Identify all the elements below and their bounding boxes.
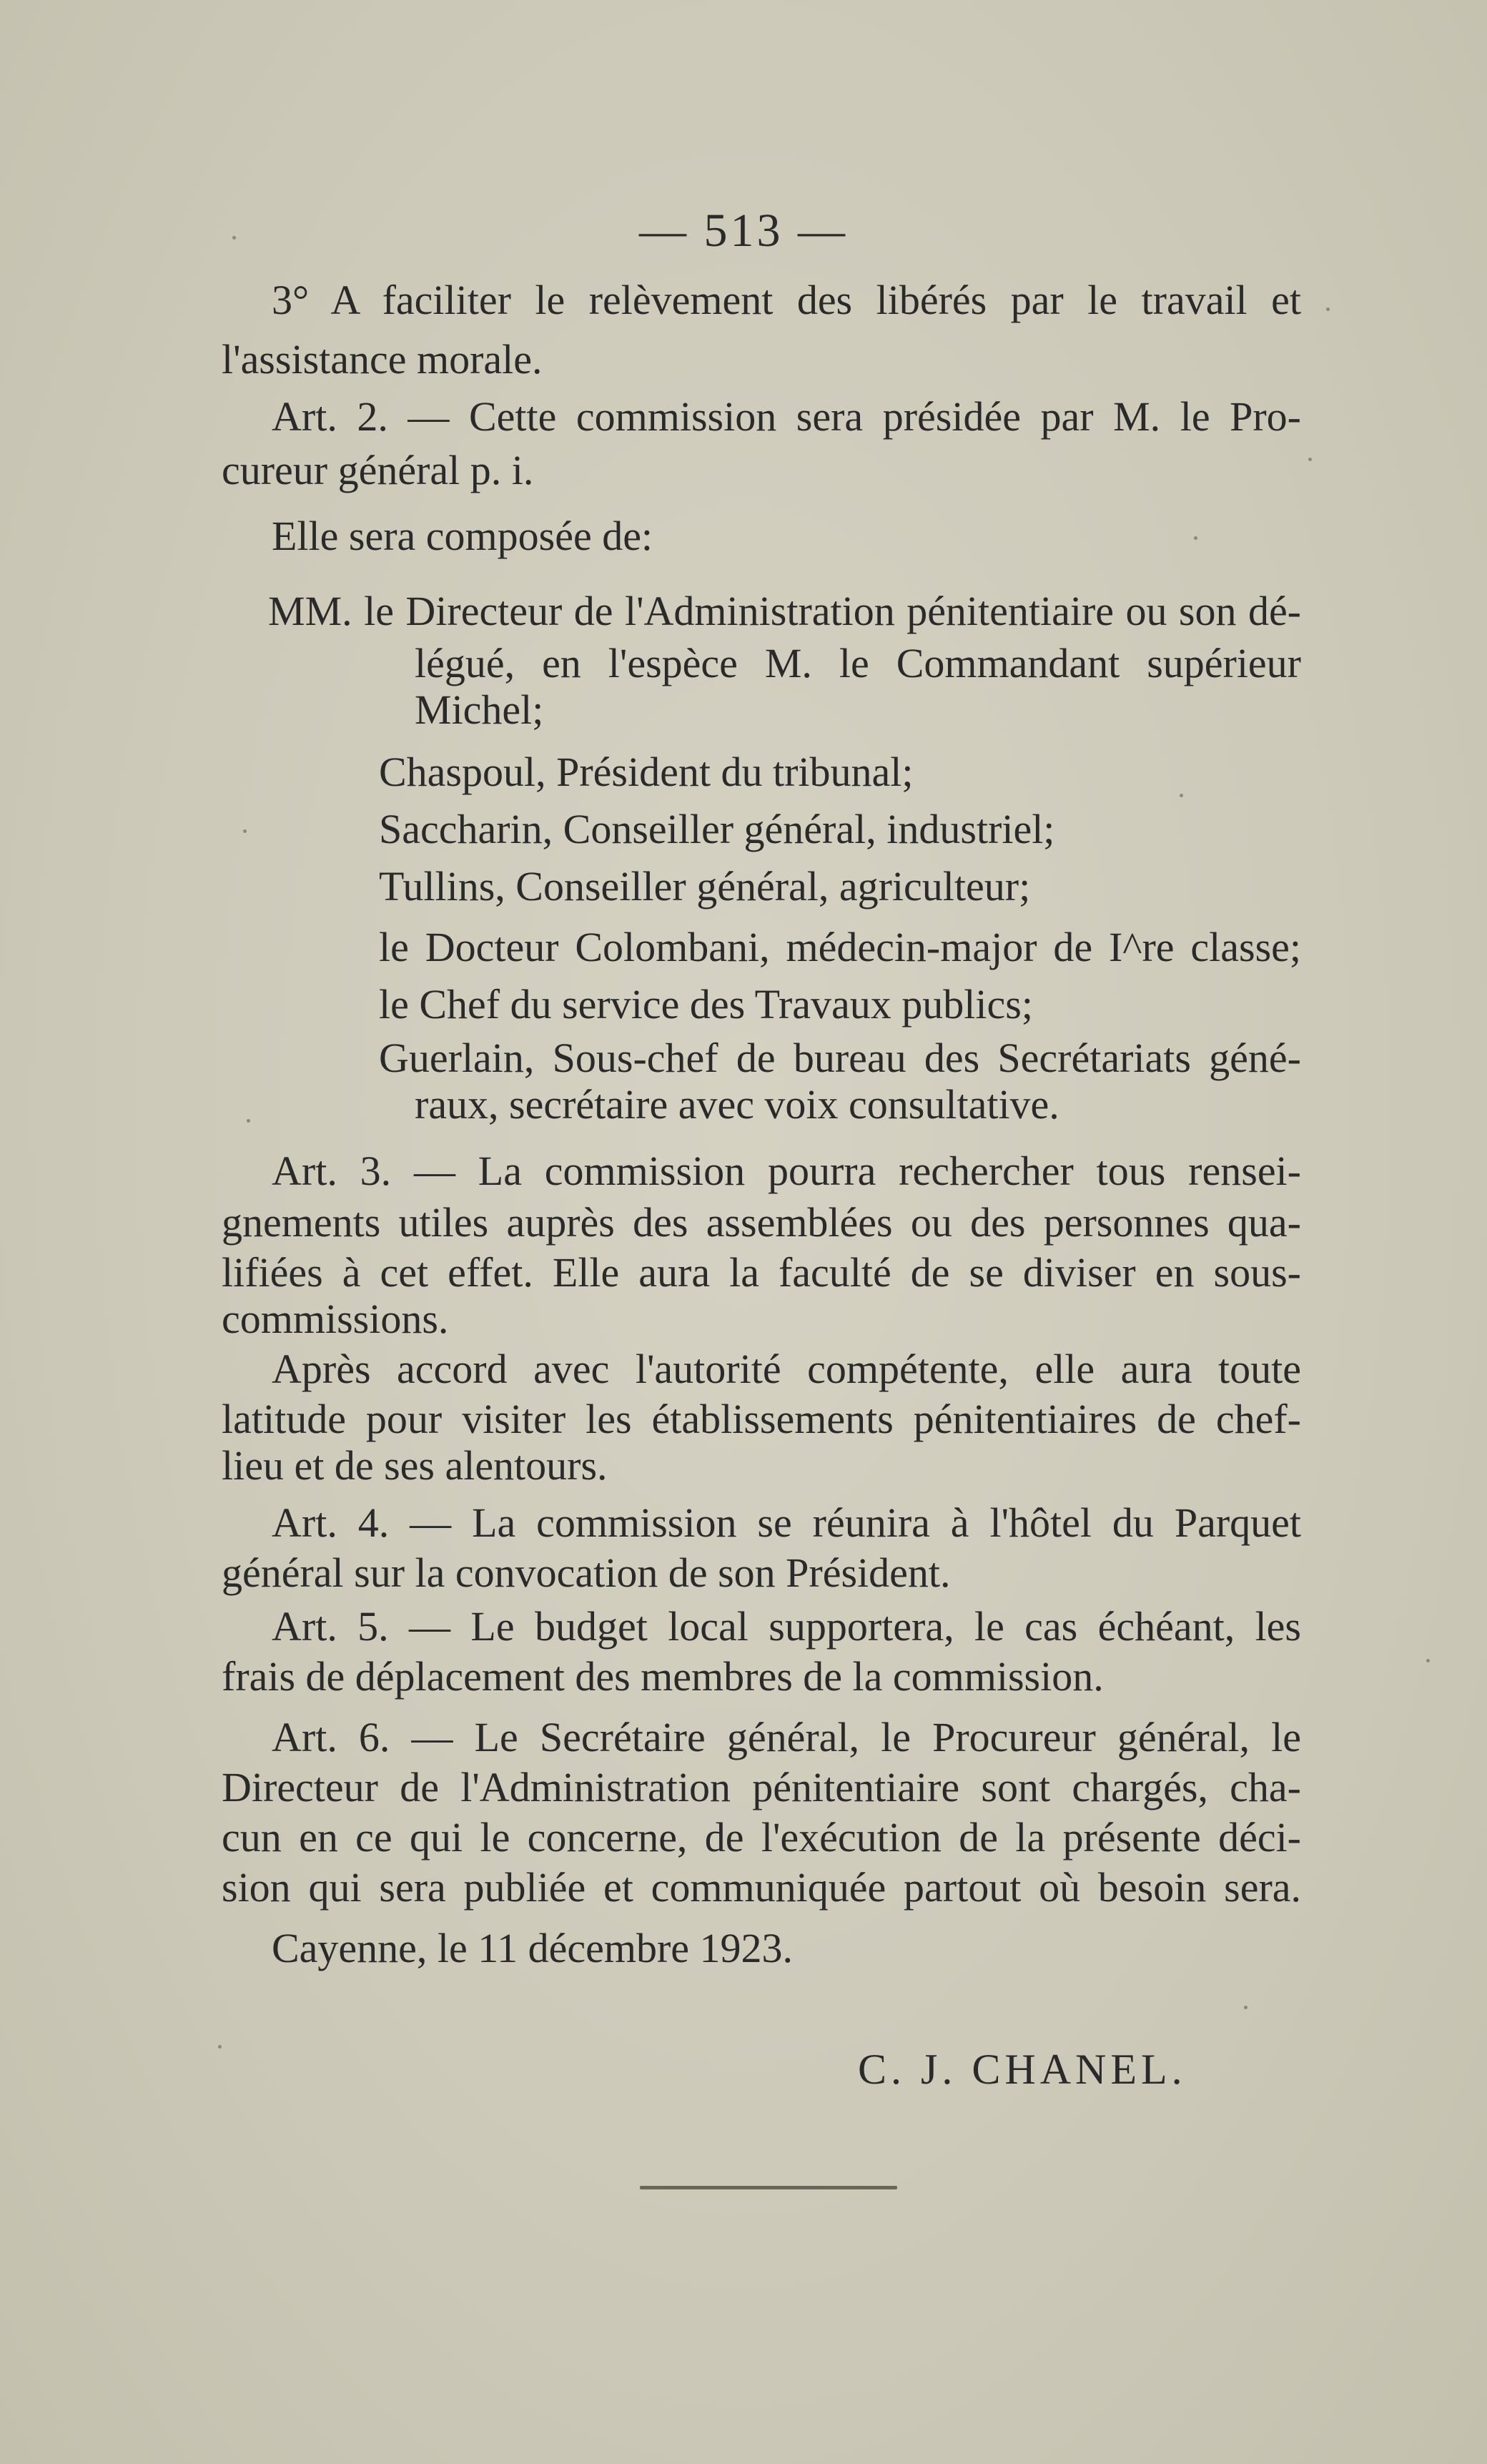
text-line: Directeur de l'Administration pénitentiaire sont chargés, cha- (222, 1764, 1301, 1810)
text-line: Art. 2. — Cette commission sera présidée par M. le Pro- (272, 393, 1301, 440)
text-line: Saccharin, Conseiller général, industriel; (379, 806, 1055, 852)
page-number: — 513 — (639, 204, 848, 257)
text-line: 3° A faciliter le relèvement des libérés par le travail et (272, 277, 1301, 323)
text-line: Art. 5. — Le budget local supportera, le cas échéant, les (272, 1603, 1301, 1650)
text-line: Art. 4. — La commission se réunira à l'hôtel du Parquet (272, 1499, 1301, 1546)
paper-speck (247, 1119, 250, 1123)
text-line: Après accord avec l'autorité compétente, elle aura toute (272, 1346, 1301, 1392)
text-line: gnements utiles auprès des assemblées ou des personnes qua- (222, 1199, 1301, 1246)
text-line: frais de déplacement des membres de la commission. (222, 1653, 1104, 1700)
text-line: lieu et de ses alentours. (222, 1442, 608, 1489)
text-line: Chaspoul, Président du tribunal; (379, 749, 914, 795)
text-line: latitude pour visiter les établissements pénitentiaires de chef- (222, 1396, 1301, 1442)
text-line: Art. 6. — Le Secrétaire général, le Procureur général, le (272, 1714, 1301, 1760)
text-line: Tullins, Conseiller général, agriculteur; (379, 863, 1031, 910)
text-line: Guerlain, Sous-chef de bureau des Secrétariats géné- (379, 1035, 1301, 1081)
text-line: Art. 3. — La commission pourra rechercher tous rensei- (272, 1148, 1301, 1194)
text-line: commissions. (222, 1296, 449, 1342)
text-line: sion qui sera publiée et communiquée partout où besoin sera. (222, 1864, 1301, 1911)
text-line: légué, en l'espèce M. le Commandant supérieur (415, 640, 1301, 686)
text-line: le Chef du service des Travaux publics; (379, 981, 1033, 1028)
text-line: Cayenne, le 11 décembre 1923. (272, 1925, 794, 1971)
text-line: raux, secrétaire avec voix consultative. (415, 1081, 1059, 1128)
divider (640, 2186, 897, 2189)
paper-speck (1308, 458, 1312, 461)
text-line: Michel; (415, 686, 544, 733)
paper-speck (1244, 2006, 1248, 2009)
text-line: MM. le Directeur de l'Administration pénitentiaire ou son dé- (268, 588, 1301, 634)
paper-speck (1426, 1659, 1430, 1662)
text-line: l'assistance morale. (222, 336, 543, 383)
text-line: le Docteur Colombani, médecin-major de I^re classe; (379, 924, 1301, 970)
paper-speck (232, 236, 236, 240)
paper-speck (1180, 794, 1183, 797)
text-line: cun en ce qui le concerne, de l'exécution de la présente déci- (222, 1814, 1301, 1861)
paper-speck (218, 2045, 222, 2049)
text-line: cureur général p. i. (222, 447, 534, 493)
text-line: lifiées à cet effet. Elle aura la faculté de se diviser en sous- (222, 1249, 1301, 1296)
text-line: général sur la convocation de son Président. (222, 1549, 951, 1596)
signature: C. J. CHANEL. (858, 2046, 1187, 2093)
paper-speck (1326, 307, 1330, 311)
paper-speck (1194, 536, 1197, 540)
paper-speck (243, 829, 247, 833)
text-line: Elle sera composée de: (272, 513, 653, 559)
